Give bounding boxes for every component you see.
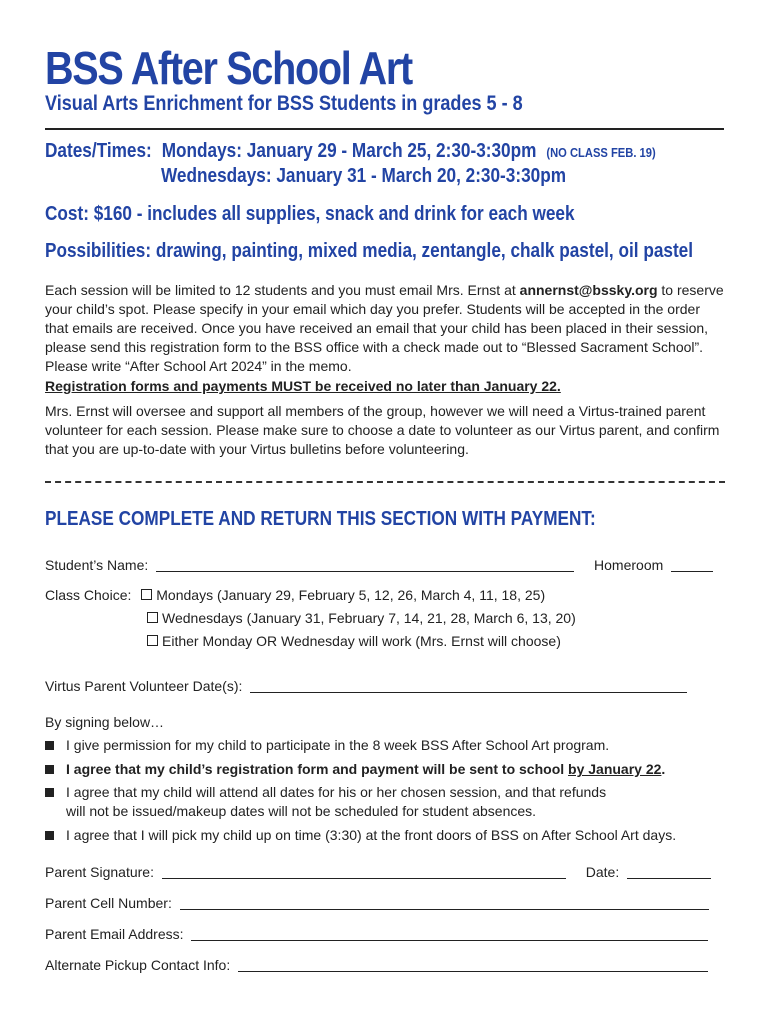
no-class-note: (NO CLASS FEB. 19)	[546, 145, 656, 160]
parent-signature-field[interactable]	[162, 864, 566, 879]
class-choice-row	[45, 587, 545, 603]
header-divider	[45, 128, 724, 130]
cell-field[interactable]	[180, 895, 709, 910]
date-label: Date:	[585, 864, 620, 880]
agreement-1: I give permission for my child to participate in the 8 week BSS After School Art program.	[45, 737, 609, 753]
alt-pickup-label: Alternate Pickup Contact Info:	[45, 957, 231, 973]
student-name-row	[45, 557, 713, 573]
info-text-end: to reserve your child’s spot. Please specify in your email which day you prefer. Students will be accepted in the order that emails are received. Once you have received an email that your child has been placed in their session, please send this registration form to the BSS office with a check made out to “Blessed Sacrament School”. Please write “After School Art 2024” in the memo.	[45, 282, 724, 374]
bullet-icon	[45, 765, 54, 774]
dates-monday	[45, 140, 656, 163]
cost-line: Cost: $160 - includes all supplies, snack and drink for each week	[45, 203, 575, 225]
info-text-start: Each session will be limited to 12 students and you must email Mrs. Ernst at	[45, 282, 520, 298]
deadline-notice	[45, 377, 725, 396]
checkbox-icon[interactable]	[147, 635, 158, 646]
email-label: Parent Email Address:	[45, 926, 184, 942]
alt-pickup-field[interactable]	[238, 957, 708, 972]
student-name-label: Student’s Name:	[45, 557, 149, 573]
agreement-3-cont: will not be issued/makeup dates will not be scheduled for student absences.	[66, 803, 537, 819]
checkbox-icon[interactable]	[141, 589, 152, 600]
page-title: BSS After School Art	[45, 42, 412, 94]
date-field[interactable]	[627, 864, 711, 879]
class-choice-label: Class Choice:	[45, 587, 132, 603]
bullet-icon	[45, 831, 54, 840]
homeroom-label: Homeroom	[594, 557, 664, 573]
email-field[interactable]	[191, 926, 708, 941]
volunteer-row	[45, 678, 687, 694]
volunteer-date-field[interactable]	[250, 678, 687, 693]
cell-label: Parent Cell Number:	[45, 895, 172, 911]
option-monday[interactable]: Mondays (January 29, February 5, 12, 26, March 4, 11, 18, 25)	[141, 587, 545, 603]
signing-intro: By signing below…	[45, 714, 165, 730]
contact-email[interactable]: annernst@bssky.org	[519, 282, 658, 298]
wednesday-times: Wednesdays: January 31 - March 20, 2:30-3:30pm	[161, 165, 567, 187]
option-either[interactable]: Either Monday OR Wednesday will work (Mrs. Ernst will choose)	[147, 633, 561, 649]
student-name-field[interactable]	[156, 557, 574, 572]
volunteer-paragraph: Mrs. Ernst will oversee and support all members of the group, however we will need a Virtus-trained parent volunteer for each session. Please make sure to choose a date to volunteer as our Virtus parent, and confirm that you are up-to-date with your Virtus bulletins before volunteering.	[45, 403, 720, 457]
possibilities-line: Possibilities: drawing, painting, mixed media, zentangle, chalk pastel, oil pastel	[45, 240, 694, 262]
agreement-2: I agree that my child’s registration form and payment will be sent to school by January 22.	[45, 761, 665, 777]
parent-signature-label: Parent Signature:	[45, 864, 154, 880]
bullet-icon	[45, 788, 54, 797]
deadline-text: Registration forms and payments MUST be received no later than January 22.	[45, 378, 561, 394]
volunteer-label: Virtus Parent Volunteer Date(s):	[45, 678, 243, 694]
info-paragraph	[45, 281, 725, 376]
agreement-3: I agree that my child will attend all dates for his or her chosen session, and that refunds	[45, 784, 606, 800]
option-wednesday[interactable]: Wednesdays (January 31, February 7, 14, 21, 28, March 6, 13, 20)	[147, 610, 576, 626]
dates-label: Dates/Times:	[45, 140, 152, 162]
agreement-4: I agree that I will pick my child up on time (3:30) at the front doors of BSS on After School Art days.	[45, 827, 676, 843]
monday-times: Mondays: January 29 - March 25, 2:30-3:30pm	[161, 140, 537, 162]
form-heading: PLEASE COMPLETE AND RETURN THIS SECTION WITH PAYMENT:	[45, 508, 596, 530]
alt-pickup-row	[45, 957, 708, 973]
checkbox-icon[interactable]	[147, 612, 158, 623]
homeroom-field[interactable]	[671, 557, 713, 572]
signature-row	[45, 864, 711, 880]
cut-line	[45, 481, 725, 483]
email-row	[45, 926, 708, 942]
cell-row	[45, 895, 709, 911]
page-subtitle: Visual Arts Enrichment for BSS Students in grades 5 - 8	[45, 92, 523, 115]
bullet-icon	[45, 741, 54, 750]
